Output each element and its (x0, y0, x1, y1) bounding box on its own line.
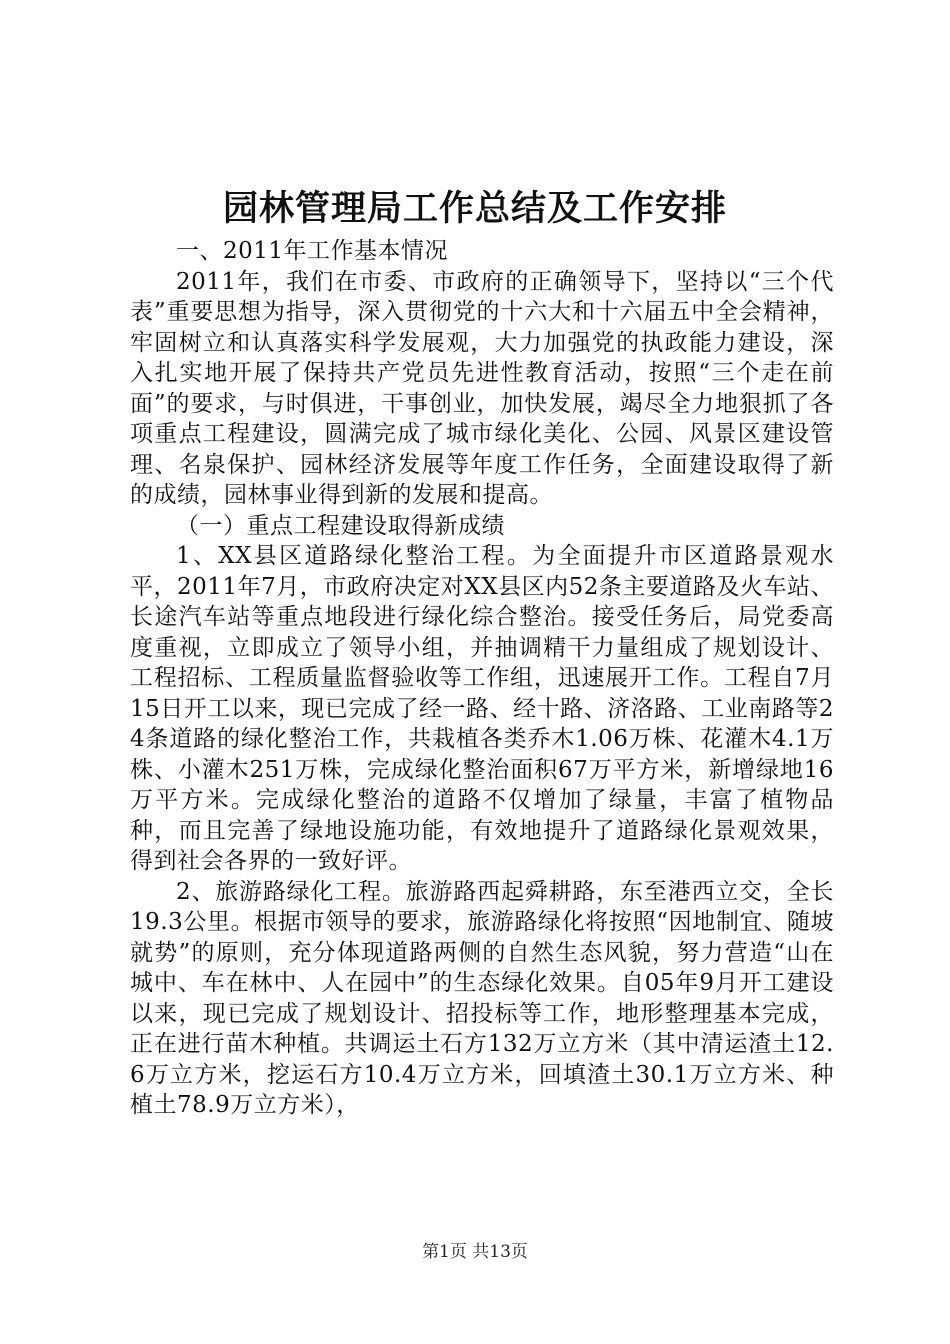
intro-paragraph: 2011年，我们在市委、市政府的正确领导下，坚持以“三个代表”重要思想为指导，深入贯彻党的十六大和十六届五中全会精神，牢固树立和认真落实科学发展观，大力加强党的执政能力建设，深入扎实地开展了保持共产党员先进性教育活动，按照“三个走在前面”的要求，与时俱进，干事创业，加快发展，竭尽全力地狠抓了各项重点工程建设，圆满完成了城市绿化美化、公园、风景区建设管理、名泉保护、园林经济发展等年度工作任务，全面建设取得了新的成绩，园林事业得到新的发展和提高。 (130, 268, 834, 508)
item-2-paragraph: 2、旅游路绿化工程。旅游路西起舜耕路，东至港西立交，全长19.3公里。根据市领导的要求，旅游路绿化将按照“因地制宜、随坡就势”的原则，充分体现道路两侧的自然生态风貌，努力营造“山在城中、车在林中、人在园中”的生态绿化效果。自05年9月开工建设以来，现已完成了规划设计、招投标等工作，地形整理基本完成，正在进行苗木种植。共调运土石方132万立方米（其中清运渣土12.6万立方米，挖运石方10.4万立方米，回填渣土30.1万立方米、种植土78.9万立方米）， (130, 878, 834, 1118)
item-1-paragraph: 1、XX县区道路绿化整治工程。为全面提升市区道路景观水平，2011年7月，市政府决定对XX县区内52条主要道路及火车站、长途汽车站等重点地段进行绿化综合整治。接受任务后，局党委高度重视，立即成立了领导小组，并抽调精干力量组成了规划设计、工程招标、工程质量监督验收等工作组，迅速展开工作。工程自7月15日开工以来，现已完成了经一路、经十路、济洛路、工业南路等24条道路的绿化整治工作，共栽植各类乔木1.06万株、花灌木4.1万株、小灌木251万株，完成绿化整治面积67万平方米，新增绿地16万平方米。完成绿化整治的道路不仅增加了绿量，丰富了植物品种，而且完善了绿地设施功能，有效地提升了道路绿化景观效果，得到社会各界的一致好评。 (130, 543, 834, 874)
document-title: 园林管理局工作总结及工作安排 (222, 188, 727, 229)
document-body (130, 236, 834, 1121)
section-heading: 一、2011年工作基本情况 (176, 238, 449, 264)
page-footer: 第1页 共13页 (422, 1242, 528, 1262)
subsection-heading: （一）重点工程建设取得新成绩 (176, 512, 505, 539)
